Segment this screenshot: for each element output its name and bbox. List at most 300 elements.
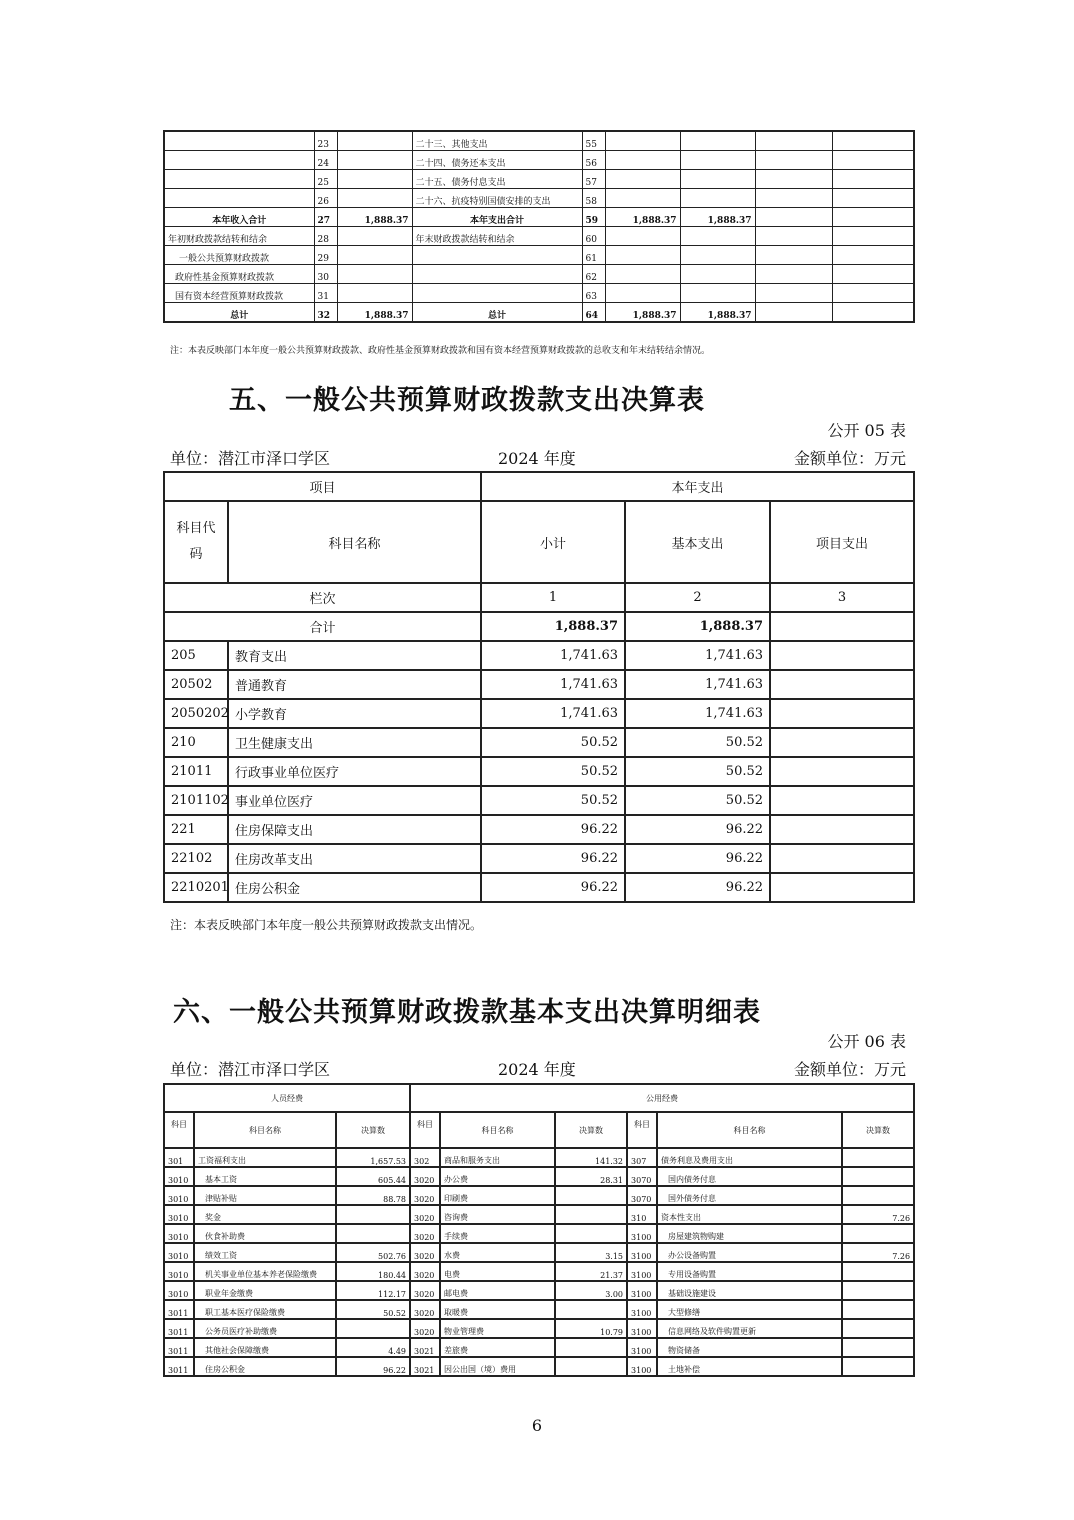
header-subtotal: 小计 [481,501,625,583]
personnel-name: 职工基本医疗保险缴费 [194,1300,336,1319]
table6-header-row-2 [164,1112,914,1148]
basic-expense: 1,741.63 [625,699,770,728]
project-expense [770,873,914,902]
other-amount [842,1262,914,1281]
expense-line-no: 60 [582,227,605,246]
income-amount [337,131,412,151]
expense-item: 总计 [412,303,582,323]
expense-col-1: 1,888.37 [605,208,680,227]
other-amount [842,1357,914,1376]
table6-row [164,1186,914,1205]
header-item: 项目 [164,472,481,501]
other-name: 土地补偿 [657,1357,842,1376]
other-code: 3070 [627,1167,657,1186]
income-amount [337,284,412,303]
table6-row [164,1262,914,1281]
expense-line-no: 57 [582,170,605,189]
income-amount: 1,888.37 [337,303,412,323]
table6-header-row-1 [164,1084,914,1112]
expense-item: 二十四、债务还本支出 [412,151,582,170]
personnel-code: 3010 [164,1167,194,1186]
expense-col-2 [680,131,755,151]
subject-code: 205 [164,641,228,670]
income-amount [337,246,412,265]
table6-row [164,1338,914,1357]
personnel-amount: 4.49 [336,1338,410,1357]
expense-col-1 [605,151,680,170]
income-line-no: 31 [314,284,337,303]
table6-year: 2024 年度 [498,1060,576,1079]
expense-col-3 [755,151,832,170]
other-code: 3100 [627,1281,657,1300]
income-line-no: 26 [314,189,337,208]
personnel-name: 职业年金缴费 [194,1281,336,1300]
table5-header-row-1 [164,472,914,501]
subject-name: 事业单位医疗 [228,786,481,815]
goods-amount: 141.32 [555,1148,627,1167]
income-item [164,170,314,189]
table5-row [164,786,914,815]
personnel-name: 其他社会保障缴费 [194,1338,336,1357]
total-subtotal: 1,888.37 [481,612,625,641]
goods-name: 咨询费 [440,1205,555,1224]
expense-col-2 [680,284,755,303]
table6-basic-expenditure-detail [163,1083,915,1377]
table6-row [164,1281,914,1300]
expense-col-3 [755,208,832,227]
expense-line-no: 56 [582,151,605,170]
header-code: 科目代码 [164,501,228,583]
goods-amount [555,1357,627,1376]
personnel-amount: 605.44 [336,1167,410,1186]
table4-row [164,227,914,246]
goods-code: 3020 [410,1167,440,1186]
header-h-code: 科目 [627,1112,657,1148]
table5-unit: 单位：潜江市泽口学区 [170,449,331,468]
col-index-1: 1 [481,583,625,612]
table4-row [164,189,914,208]
basic-expense: 50.52 [625,757,770,786]
expense-col-4 [832,170,914,189]
goods-name: 手续费 [440,1224,555,1243]
goods-name: 商品和服务支出 [440,1148,555,1167]
personnel-amount [336,1205,410,1224]
income-amount [337,151,412,170]
goods-code: 3020 [410,1243,440,1262]
expense-line-no: 55 [582,131,605,151]
basic-expense: 96.22 [625,815,770,844]
other-code: 3100 [627,1319,657,1338]
table5-row [164,728,914,757]
expense-col-2 [680,170,755,189]
expense-line-no: 64 [582,303,605,323]
expense-col-4 [832,303,914,323]
personnel-name: 公务员医疗补助缴费 [194,1319,336,1338]
other-amount [842,1281,914,1300]
basic-expense: 1,741.63 [625,670,770,699]
subject-name: 普通教育 [228,670,481,699]
page-number: 6 [531,1416,543,1435]
expense-col-4 [832,131,914,151]
expense-item: 本年支出合计 [412,208,582,227]
subject-code: 210 [164,728,228,757]
total-basic: 1,888.37 [625,612,770,641]
other-amount [842,1224,914,1243]
subtotal: 96.22 [481,815,625,844]
other-code: 310 [627,1205,657,1224]
other-name: 国外债务付息 [657,1186,842,1205]
subtotal: 96.22 [481,844,625,873]
project-expense [770,641,914,670]
personnel-amount: 1,657.53 [336,1148,410,1167]
table5-row [164,844,914,873]
subtotal: 50.52 [481,757,625,786]
subject-name: 卫生健康支出 [228,728,481,757]
income-line-no: 24 [314,151,337,170]
table6-row [164,1148,914,1167]
goods-code: 3020 [410,1205,440,1224]
personnel-name: 工资福利支出 [194,1148,336,1167]
other-code: 3100 [627,1300,657,1319]
income-line-no: 27 [314,208,337,227]
table6-row [164,1357,914,1376]
table5-column-index-row [164,583,914,612]
personnel-name: 基本工资 [194,1167,336,1186]
expense-col-3 [755,189,832,208]
subtotal: 1,741.63 [481,670,625,699]
table4-row [164,131,914,151]
personnel-name: 伙食补助费 [194,1224,336,1243]
income-item: 一般公共预算财政拨款 [164,246,314,265]
personnel-amount: 502.76 [336,1243,410,1262]
basic-expense: 50.52 [625,786,770,815]
basic-expense: 1,741.63 [625,641,770,670]
personnel-name: 津贴补贴 [194,1186,336,1205]
table6-row [164,1224,914,1243]
subtotal: 50.52 [481,728,625,757]
table5-title: 五、一般公共预算财政拨款支出决算表 [229,385,705,416]
expense-col-2 [680,151,755,170]
expense-col-1 [605,284,680,303]
header-p-code: 科目 [164,1112,194,1148]
total-label: 合计 [164,612,481,641]
goods-amount [555,1338,627,1357]
goods-amount: 10.79 [555,1319,627,1338]
project-expense [770,844,914,873]
personnel-code: 3011 [164,1319,194,1338]
expense-col-4 [832,265,914,284]
other-code: 3100 [627,1357,657,1376]
table4-income-expense-summary [163,130,915,323]
subtotal: 50.52 [481,786,625,815]
other-amount [842,1148,914,1167]
income-amount [337,227,412,246]
basic-expense: 96.22 [625,873,770,902]
expense-col-3 [755,131,832,151]
subject-name: 住房改革支出 [228,844,481,873]
header-p-name: 科目名称 [194,1112,336,1148]
other-name: 资本性支出 [657,1205,842,1224]
other-code: 307 [627,1148,657,1167]
goods-code: 3021 [410,1357,440,1376]
income-line-no: 25 [314,170,337,189]
project-expense [770,757,914,786]
personnel-amount [336,1319,410,1338]
goods-code: 3020 [410,1262,440,1281]
expense-item: 二十三、其他支出 [412,131,582,151]
table4-row [164,284,914,303]
other-amount [842,1319,914,1338]
personnel-code: 3011 [164,1357,194,1376]
table6-row [164,1319,914,1338]
table5-money-unit: 金额单位：万元 [793,449,906,468]
header-personnel: 人员经费 [164,1084,410,1112]
table6-row [164,1243,914,1262]
table6-row [164,1205,914,1224]
table5-note: 注：本表反映部门本年度一般公共预算财政拨款支出情况。 [170,918,483,932]
personnel-code: 301 [164,1148,194,1167]
income-item: 总计 [164,303,314,323]
basic-expense: 96.22 [625,844,770,873]
income-line-no: 32 [314,303,337,323]
header-project: 项目支出 [770,501,914,583]
goods-amount [555,1300,627,1319]
table4-row [164,170,914,189]
header-name: 科目名称 [228,501,481,583]
personnel-code: 3011 [164,1300,194,1319]
other-name: 信息网络及软件购置更新 [657,1319,842,1338]
personnel-code: 3011 [164,1338,194,1357]
subtotal: 96.22 [481,873,625,902]
header-h-amount: 决算数 [842,1112,914,1148]
goods-name: 取暖费 [440,1300,555,1319]
subtotal: 1,741.63 [481,699,625,728]
other-name: 专用设备购置 [657,1262,842,1281]
income-item [164,151,314,170]
subject-name: 教育支出 [228,641,481,670]
expense-item [412,265,582,284]
other-amount: 7.26 [842,1205,914,1224]
goods-name: 水费 [440,1243,555,1262]
personnel-code: 3010 [164,1243,194,1262]
expense-col-3 [755,170,832,189]
other-name: 物资储备 [657,1338,842,1357]
expense-line-no: 59 [582,208,605,227]
expense-item [412,246,582,265]
subject-code: 2050202 [164,699,228,728]
income-line-no: 23 [314,131,337,151]
subtotal: 1,741.63 [481,641,625,670]
other-code: 3070 [627,1186,657,1205]
goods-amount: 3.00 [555,1281,627,1300]
expense-line-no: 61 [582,246,605,265]
table4-row [164,208,914,227]
goods-amount: 28.31 [555,1167,627,1186]
income-item: 本年收入合计 [164,208,314,227]
subject-name: 行政事业单位医疗 [228,757,481,786]
table5-row [164,699,914,728]
income-amount [337,170,412,189]
expense-col-3 [755,303,832,323]
project-expense [770,728,914,757]
table6-title: 六、一般公共预算财政拨款基本支出决算明细表 [173,997,761,1028]
table4-note: 注：本表反映部门本年度一般公共预算财政拨款、政府性基金预算财政拨款和国有资本经营预算财政拨款的总收支和年末结转结余情况。 [170,346,711,356]
goods-code: 3020 [410,1300,440,1319]
subject-code: 20502 [164,670,228,699]
personnel-amount: 96.22 [336,1357,410,1376]
personnel-code: 3010 [164,1186,194,1205]
table5-row [164,873,914,902]
header-g-name: 科目名称 [440,1112,555,1148]
expense-col-4 [832,189,914,208]
expense-col-2 [680,227,755,246]
table6-number: 公开 06 表 [827,1032,906,1051]
income-item [164,189,314,208]
goods-name: 印刷费 [440,1186,555,1205]
subject-code: 221 [164,815,228,844]
expense-col-1 [605,189,680,208]
other-name: 办公设备购置 [657,1243,842,1262]
personnel-name: 绩效工资 [194,1243,336,1262]
expense-col-2: 1,888.37 [680,303,755,323]
personnel-name: 机关事业单位基本养老保险缴费 [194,1262,336,1281]
income-amount: 1,888.37 [337,208,412,227]
other-amount [842,1167,914,1186]
income-item [164,131,314,151]
goods-name: 差旅费 [440,1338,555,1357]
other-amount [842,1186,914,1205]
personnel-amount [336,1224,410,1243]
table5-year: 2024 年度 [498,449,576,468]
project-expense [770,786,914,815]
goods-code: 3020 [410,1319,440,1338]
personnel-code: 3010 [164,1262,194,1281]
expense-col-2: 1,888.37 [680,208,755,227]
subject-name: 住房公积金 [228,873,481,902]
table4-row [164,151,914,170]
other-code: 3100 [627,1262,657,1281]
goods-name: 物业管理费 [440,1319,555,1338]
goods-code: 3020 [410,1224,440,1243]
expense-item [412,284,582,303]
other-name: 房屋建筑物购建 [657,1224,842,1243]
goods-amount [555,1205,627,1224]
personnel-code: 3010 [164,1205,194,1224]
table5-row [164,670,914,699]
project-expense [770,699,914,728]
expense-col-2 [680,265,755,284]
expense-col-1: 1,888.37 [605,303,680,323]
table5-header-row-2 [164,501,914,583]
table5-number: 公开 05 表 [827,421,906,440]
goods-amount [555,1224,627,1243]
goods-amount [555,1186,627,1205]
personnel-code: 3010 [164,1224,194,1243]
table5-row [164,757,914,786]
table5-row [164,641,914,670]
expense-col-2 [680,189,755,208]
expense-item: 二十六、抗疫特别国债安排的支出 [412,189,582,208]
personnel-amount: 180.44 [336,1262,410,1281]
expense-col-3 [755,284,832,303]
other-name: 国内债务付息 [657,1167,842,1186]
expense-col-3 [755,246,832,265]
subject-code: 22102 [164,844,228,873]
table5-row [164,815,914,844]
expense-col-4 [832,246,914,265]
subject-name: 住房保障支出 [228,815,481,844]
header-basic: 基本支出 [625,501,770,583]
goods-amount: 21.37 [555,1262,627,1281]
personnel-amount: 50.52 [336,1300,410,1319]
total-project [770,612,914,641]
header-public: 公用经费 [410,1084,914,1112]
personnel-code: 3010 [164,1281,194,1300]
header-g-amount: 决算数 [555,1112,627,1148]
other-code: 3100 [627,1224,657,1243]
goods-name: 办公费 [440,1167,555,1186]
subject-code: 2210201 [164,873,228,902]
expense-col-4 [832,151,914,170]
goods-code: 3020 [410,1186,440,1205]
project-expense [770,670,914,699]
other-code: 3100 [627,1338,657,1357]
goods-name: 因公出国（境）费用 [440,1357,555,1376]
income-line-no: 28 [314,227,337,246]
subject-code: 21011 [164,757,228,786]
income-item: 年初财政拨款结转和结余 [164,227,314,246]
table6-row [164,1300,914,1319]
column-label: 栏次 [164,583,481,612]
header-p-amount: 决算数 [336,1112,410,1148]
goods-name: 邮电费 [440,1281,555,1300]
income-amount [337,189,412,208]
income-item: 政府性基金预算财政拨款 [164,265,314,284]
col-index-3: 3 [770,583,914,612]
project-expense [770,815,914,844]
table6-unit: 单位：潜江市泽口学区 [170,1060,331,1079]
expense-col-3 [755,265,832,284]
goods-amount: 3.15 [555,1243,627,1262]
basic-expense: 50.52 [625,728,770,757]
income-line-no: 30 [314,265,337,284]
table5-total-row [164,612,914,641]
goods-code: 3020 [410,1281,440,1300]
expense-col-4 [832,227,914,246]
expense-line-no: 58 [582,189,605,208]
header-current-year: 本年支出 [481,472,914,501]
other-amount: 7.26 [842,1243,914,1262]
goods-code: 302 [410,1148,440,1167]
income-item: 国有资本经营预算财政拨款 [164,284,314,303]
personnel-name: 住房公积金 [194,1357,336,1376]
table5-expenditure [163,471,915,903]
personnel-amount: 112.17 [336,1281,410,1300]
expense-line-no: 62 [582,265,605,284]
expense-col-4 [832,208,914,227]
goods-code: 3021 [410,1338,440,1357]
other-name: 债务利息及费用支出 [657,1148,842,1167]
other-name: 基础设施建设 [657,1281,842,1300]
expense-col-1 [605,170,680,189]
table6-money-unit: 金额单位：万元 [793,1060,906,1079]
table4-row [164,265,914,284]
expense-item: 年末财政拨款结转和结余 [412,227,582,246]
expense-col-1 [605,131,680,151]
income-line-no: 29 [314,246,337,265]
subject-code: 2101102 [164,786,228,815]
expense-col-4 [832,284,914,303]
